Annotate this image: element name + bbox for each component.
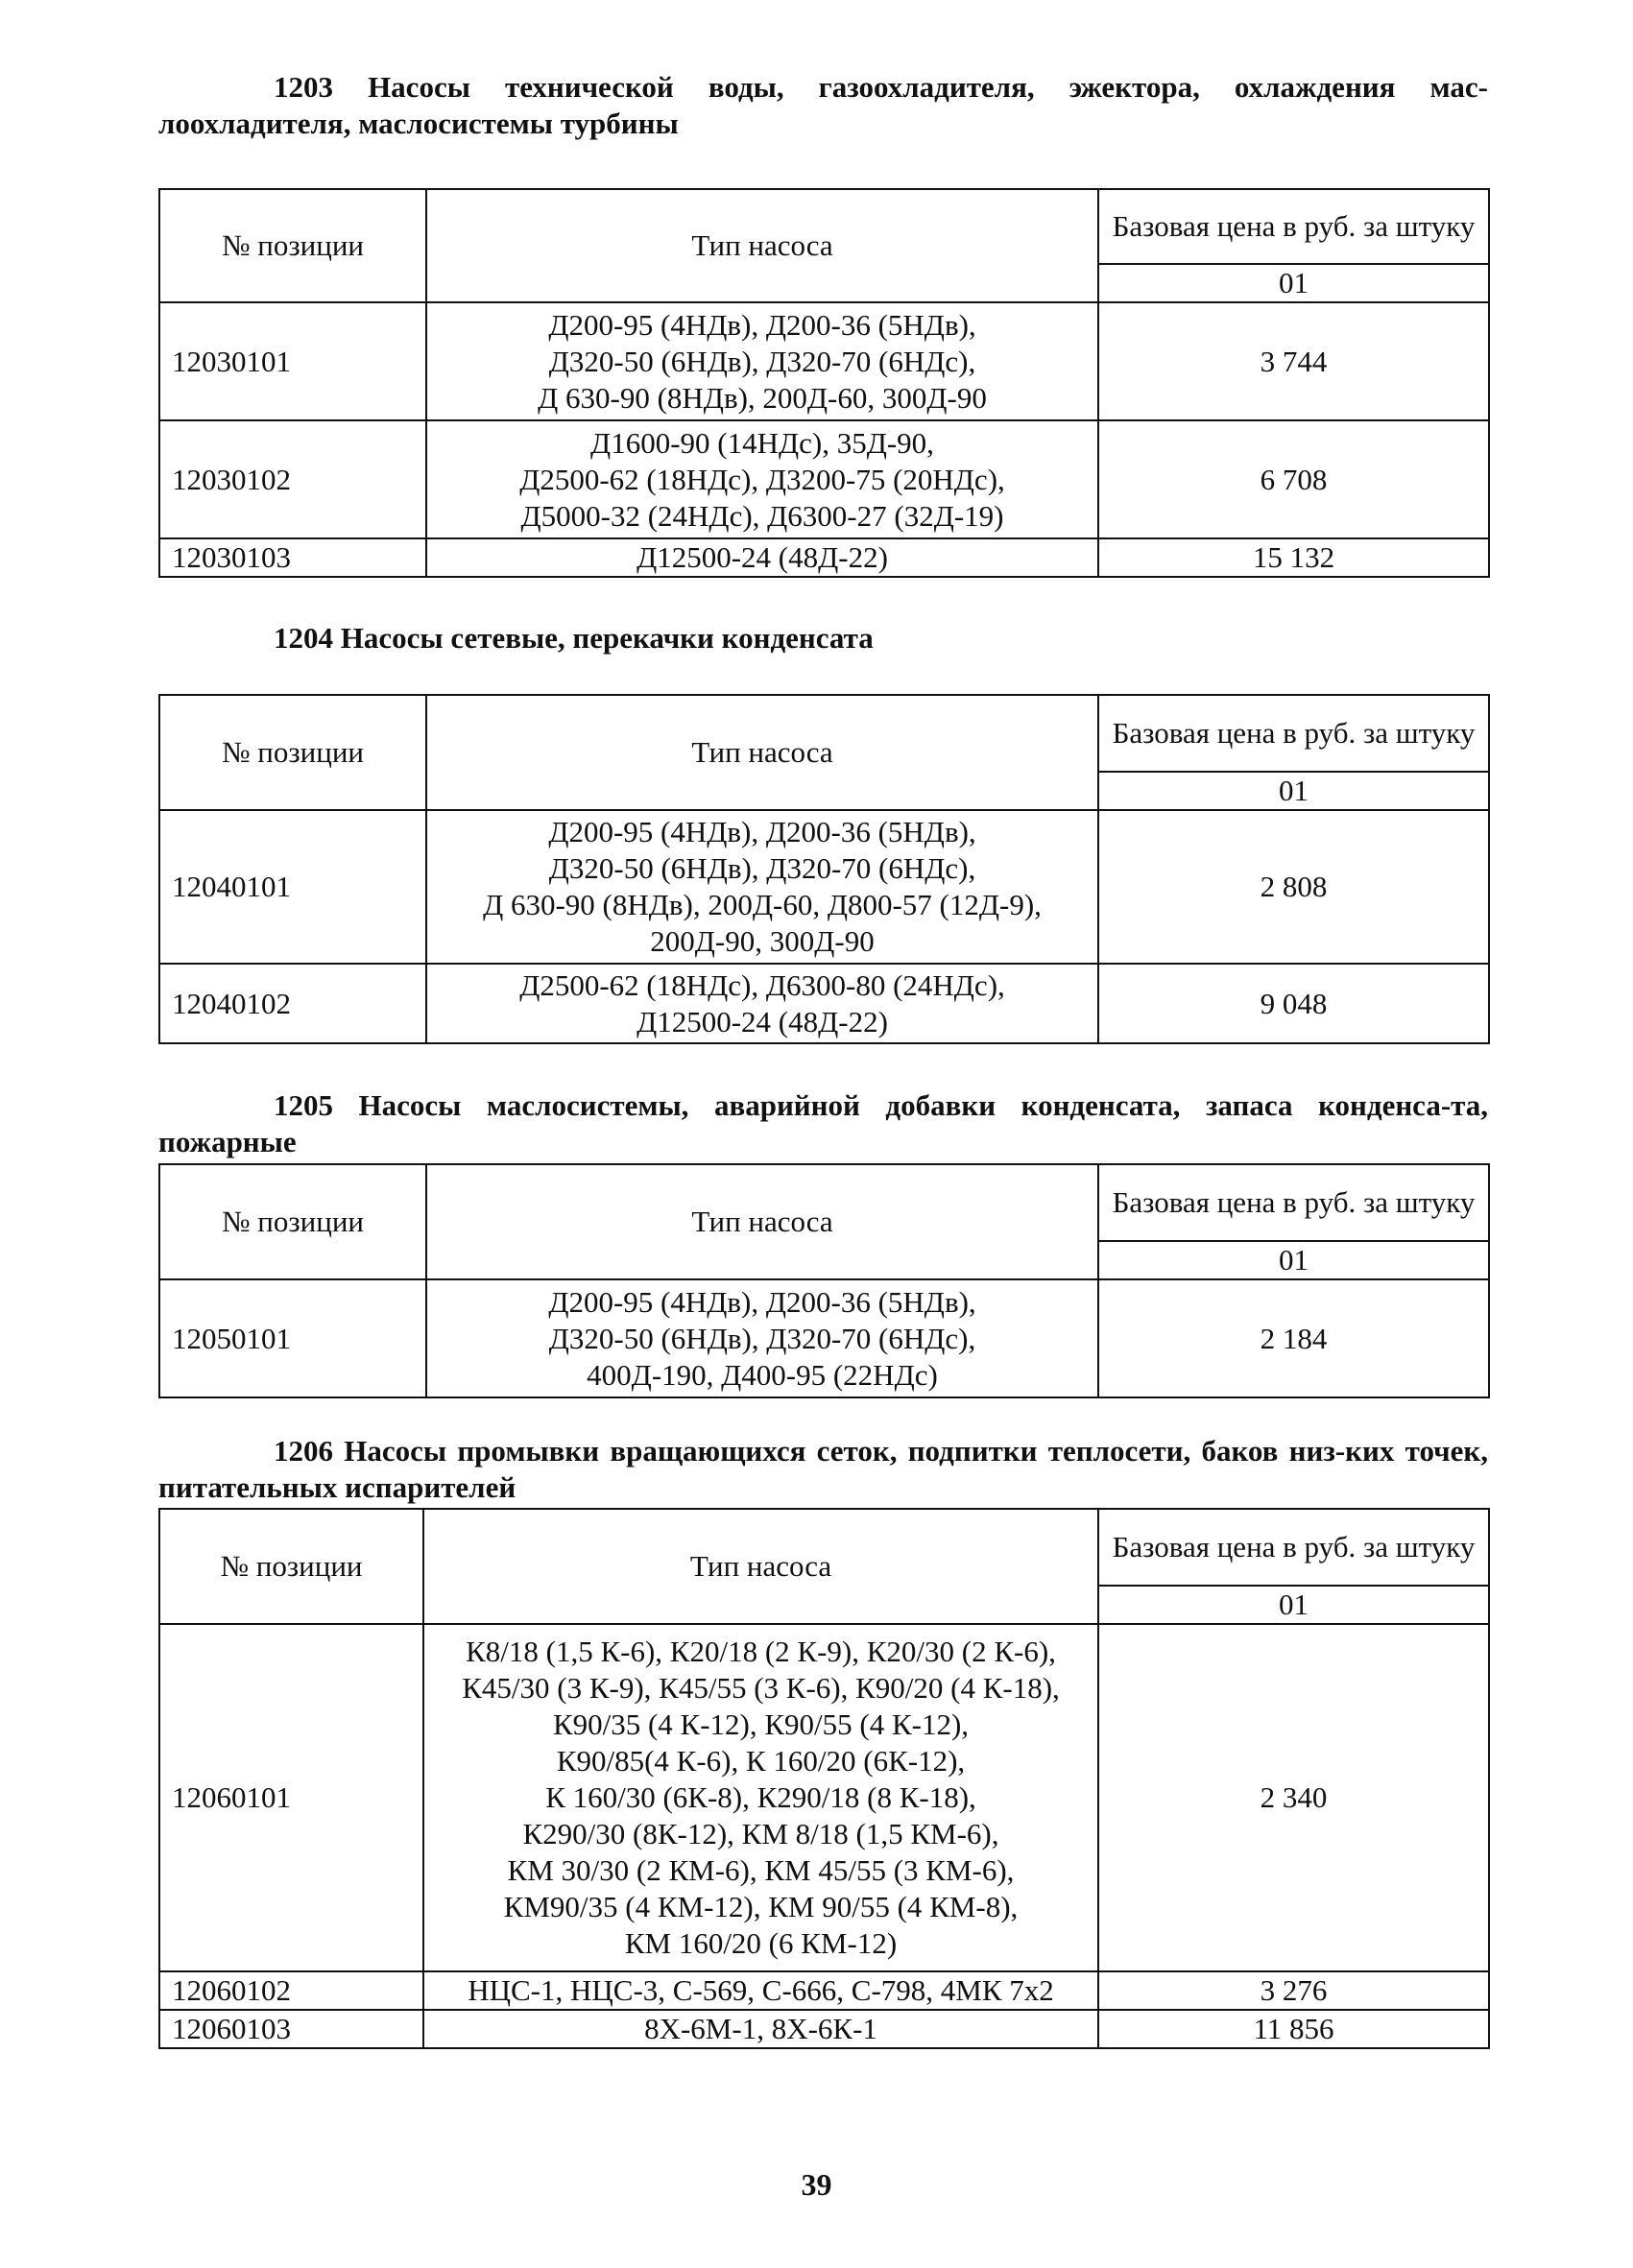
- table-row: [159, 1971, 1489, 2010]
- col-header-position: № позиции: [159, 695, 426, 810]
- position-cell: 12060103: [159, 2010, 423, 2048]
- table-row: [159, 302, 1489, 420]
- type-line: 200Д-90, 300Д-90: [650, 924, 875, 958]
- position-cell: 12040101: [159, 810, 426, 964]
- col-header-position: № позиции: [159, 1509, 423, 1624]
- type-line: Д2500-62 (18НДс), Д3200-75 (20НДс),: [519, 462, 1005, 496]
- price-cell: 3 744: [1098, 302, 1489, 420]
- table-row: [159, 1279, 1489, 1397]
- col-header-position: № позиции: [159, 189, 426, 302]
- type-line: Д 630-90 (8НДв), 200Д-60, Д800-57 (12Д-9),: [483, 888, 1042, 921]
- price-table-1203: [158, 188, 1490, 578]
- col-header-type: Тип насоса: [426, 695, 1098, 810]
- table-row: [159, 538, 1489, 577]
- section-title-1204: 1204 Насосы сетевые, перекачки конденсата: [274, 621, 874, 655]
- price-cell: 3 276: [1098, 1971, 1489, 2010]
- type-cell: [423, 1971, 1098, 2010]
- position-cell: 12050101: [159, 1279, 426, 1397]
- type-line: Д320-50 (6НДв), Д320-70 (6НДс),: [548, 1321, 976, 1355]
- section-title-1206: 1206 Насосы промывки вращающихся сеток, подпитки теплосети, баков низ-ких точек, питательных испарителей: [158, 1434, 1488, 1504]
- col-header-price: Базовая цена в руб. за штуку: [1098, 189, 1489, 264]
- type-line: К8/18 (1,5 К-6), К20/18 (2 К-9), К20/30 (2 К-6),: [466, 1635, 1056, 1668]
- type-line: Д320-50 (6НДв), Д320-70 (6НДс),: [548, 851, 976, 885]
- price-cell: 15 132: [1098, 538, 1489, 577]
- type-cell: [426, 538, 1098, 577]
- type-cell: [423, 1624, 1098, 1971]
- table-row: [159, 2010, 1489, 2048]
- type-line: КМ90/35 (4 КМ-12), КМ 90/55 (4 КМ-8),: [503, 1890, 1019, 1923]
- price-table-1204: [158, 694, 1490, 1044]
- type-line: Д1600-90 (14НДс), 35Д-90,: [590, 425, 934, 460]
- type-line: КМ 160/20 (6 КМ-12): [624, 1926, 898, 1960]
- type-cell: [423, 2010, 1098, 2048]
- type-line: К290/30 (8К-12), КМ 8/18 (1,5 КМ-6),: [522, 1817, 999, 1850]
- section-title-1205: 1205 Насосы маслосистемы, аварийной добавки конденсата, запаса конденса-та, пожарные: [158, 1088, 1488, 1158]
- table-row: [159, 810, 1489, 964]
- position-cell: 12040102: [159, 964, 426, 1043]
- page-number: 39: [801, 2167, 832, 2202]
- col-header-code: 01: [1098, 772, 1489, 810]
- type-line: К 160/30 (6К-8), К290/18 (8 К-18),: [545, 1780, 976, 1814]
- type-cell: [426, 1279, 1098, 1397]
- col-header-code: 01: [1098, 264, 1489, 302]
- price-cell: 2 808: [1098, 810, 1489, 964]
- position-cell: 12060101: [159, 1624, 423, 1971]
- table-row: [159, 964, 1489, 1043]
- type-cell: [426, 420, 1098, 538]
- type-line: К90/85(4 К-6), К 160/20 (6К-12),: [556, 1744, 966, 1778]
- type-line: Д200-95 (4НДв), Д200-36 (5НДв),: [548, 1284, 976, 1319]
- position-cell: 12030103: [159, 538, 426, 577]
- type-cell: [426, 302, 1098, 420]
- position-cell: 12060102: [159, 1971, 423, 2010]
- type-line: К90/35 (4 К-12), К90/55 (4 К-12),: [552, 1707, 970, 1741]
- col-header-price: Базовая цена в руб. за штуку: [1098, 695, 1489, 772]
- type-line: Д 630-90 (8НДв), 200Д-60, 300Д-90: [538, 380, 987, 415]
- type-line: Д5000-32 (24НДс), Д6300-27 (32Д-19): [520, 498, 1004, 533]
- price-cell: 11 856: [1098, 2010, 1489, 2048]
- section-title-1203: 1203 Насосы технической воды, газоохладителя, эжектора, охлаждения мас-лоохладителя, маслосистемы турбины: [158, 70, 1488, 140]
- type-line: НЦС-1, НЦС-3, С-569, С-666, С-798, 4МК 7х2: [468, 1973, 1054, 2007]
- col-header-price: Базовая цена в руб. за штуку: [1098, 1509, 1489, 1586]
- position-cell: 12030101: [159, 302, 426, 420]
- col-header-type: Тип насоса: [426, 189, 1098, 302]
- price-cell: 9 048: [1098, 964, 1489, 1043]
- type-line: К45/30 (3 К-9), К45/55 (3 К-6), К90/20 (4 К-18),: [462, 1671, 1060, 1705]
- price-cell: 2 184: [1098, 1279, 1489, 1397]
- type-line: 8Х-6М-1, 8Х-6К-1: [644, 2012, 877, 2045]
- table-row: [159, 420, 1489, 538]
- type-line: Д12500-24 (48Д-22): [636, 1004, 888, 1039]
- type-cell: [426, 964, 1098, 1043]
- position-cell: 12030102: [159, 420, 426, 538]
- type-cell: [426, 810, 1098, 964]
- type-line: Д200-95 (4НДв), Д200-36 (5НДв),: [548, 307, 976, 342]
- col-header-price: Базовая цена в руб. за штуку: [1098, 1164, 1489, 1241]
- col-header-type: Тип насоса: [426, 1164, 1098, 1279]
- type-line: КМ 30/30 (2 КМ-6), КМ 45/55 (3 КМ-6),: [507, 1853, 1015, 1887]
- price-cell: 2 340: [1098, 1624, 1489, 1971]
- type-line: 400Д-190, Д400-95 (22НДс): [587, 1357, 938, 1392]
- col-header-type: Тип насоса: [423, 1509, 1098, 1624]
- table-row: [159, 1624, 1489, 1971]
- price-table-1205: [158, 1163, 1490, 1398]
- col-header-code: 01: [1098, 1241, 1489, 1279]
- type-line: Д12500-24 (48Д-22): [636, 540, 888, 574]
- type-line: Д2500-62 (18НДс), Д6300-80 (24НДс),: [519, 967, 1005, 1002]
- col-header-position: № позиции: [159, 1164, 426, 1279]
- price-table-1206: [158, 1508, 1490, 2049]
- col-header-code: 01: [1098, 1586, 1489, 1624]
- type-line: Д200-95 (4НДв), Д200-36 (5НДв),: [548, 815, 976, 848]
- price-cell: 6 708: [1098, 420, 1489, 538]
- type-line: Д320-50 (6НДв), Д320-70 (6НДс),: [548, 344, 976, 378]
